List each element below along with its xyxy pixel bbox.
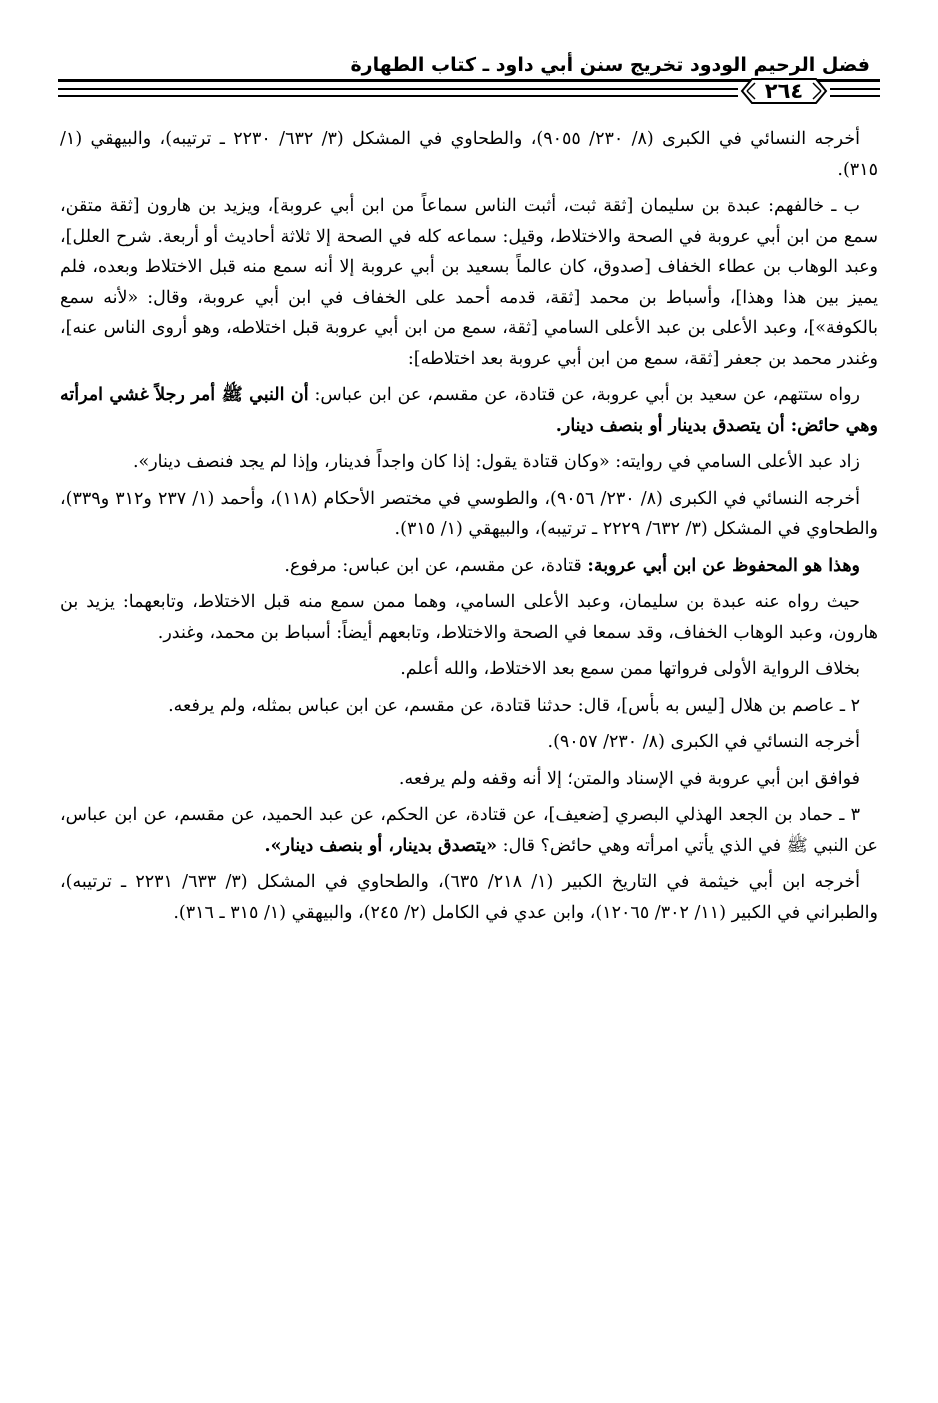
paragraph-8: بخلاف الرواية الأولى فرواتها ممن سمع بعد الاختلاط، والله أعلم. [400, 659, 860, 679]
paragraph-3 [60, 380, 878, 441]
hadith-text-2: «يتصدق بدينار، أو بنصف دينار». [264, 835, 498, 856]
paragraph-13: أخرجه ابن أبي خيثمة في التاريخ الكبير (١/ ٢١٨/ ٦٣٥)، والطحاوي في المشكل (٣/ ٦٣٣/ ٢٢٣١ ـ ترتيبه)، والطبراني في الكبير (١١/ ٣٠٢/ ١٢٠٦٥)، وابن عدي في الكامل (٢/ ٢٤٥)، والبيهقي (١/ ٣١٥ ـ ٣١٦). [60, 872, 878, 923]
header-rule-double-upper [58, 88, 738, 90]
paragraph-2: ب ـ خالفهم: عبدة بن سليمان [ثقة ثبت، أثبت الناس سماعاً من ابن أبي عروبة]، ويزيد بن هارون [ثقة متقن، سمع من ابن أبي عروبة في الصحة والاختلاط، وقيل: سماعه كله في الصحة إلا ثلاثة أحاديث أو أربعة. شرح العلل]، وعبد الوهاب بن عطاء الخفاف [صدوق، كان عالماً بسعيد بن أبي عروبة إلا أنه سمع منه قبل الاختلاط وبعده، فلم يميز بين هذا وهذا]، وأسباط بن محمد [ثقة، قدمه أحمد على الخفاف في ابن أبي عروبة، وقال: «لأنه سمع بالكوفة»]، وعبد الأعلى بن عبد الأعلى السامي [ثقة، سمع من ابن أبي عروبة قبل اختلاطه، وهو أروى الناس عنه]، وغندر محمد بن جعفر [ثقة، سمع من ابن أبي عروبة بعد اختلاطه]: [60, 196, 879, 369]
page-number: ٢٦٤ [764, 79, 804, 103]
paragraph-12-text: ٣ ـ حماد بن الجعد الهذلي البصري [ضعيف]، عن قتادة، عن الحكم، عن عبد الحميد، عن مقسم، عن ابن عباس، عن النبي ﷺ في الذي يأتي امرأته وهي حائض؟ قال: [60, 805, 878, 856]
paragraph-6 [60, 551, 878, 582]
page-number-frame [738, 74, 830, 108]
paragraph-10: أخرجه النسائي في الكبرى (٨/ ٢٣٠/ ٩٠٥٧). [547, 732, 860, 752]
hadith-text: أن النبي ﷺ أمر رجلاً غشي امرأته وهي حائض: أن يتصدق بدينار أو بنصف دينار. [60, 385, 878, 436]
header-rule-right-lower [830, 95, 880, 97]
body-text [60, 124, 878, 934]
conclusion-heading: وهذا هو المحفوظ عن ابن أبي عروبة: [587, 555, 860, 576]
paragraph-4: زاد عبد الأعلى السامي في روايته: «وكان قتادة يقول: إذا كان واجداً فدينار، وإذا لم يجد فنصف دينار». [132, 452, 860, 472]
paragraph-3-text: رواه ستتهم، عن سعيد بن أبي عروبة، عن قتادة، عن مقسم، عن ابن عباس: [314, 385, 860, 405]
running-title: فضل الرحيم الودود تخريج سنن أبي داود ـ كتاب الطهارة [350, 54, 870, 76]
paragraph-7: حيث رواه عنه عبدة بن سليمان، وعبد الأعلى السامي، وهما ممن سمع منه قبل الاختلاط، وتابعهما: يزيد بن هارون، وعبد الوهاب الخفاف، وقد سمعا في الصحة والاختلاط، وتابعهم أيضاً: أسباط بن محمد، وغندر. [60, 592, 878, 643]
paragraph-11: فوافق ابن أبي عروبة في الإسناد والمتن؛ إلا أنه وقفه ولم يرفعه. [398, 768, 860, 789]
paragraph-1: أخرجه النسائي في الكبرى (٨/ ٢٣٠/ ٩٠٥٥)، والطحاوي في المشكل (٣/ ٦٣٢/ ٢٢٣٠ ـ ترتيبه)، والبيهقي (١/ ٣١٥). [60, 129, 878, 180]
paragraph-9: ٢ ـ عاصم بن هلال [ليس به بأس]، قال: حدثنا قتادة، عن مقسم، عن ابن عباس بمثله، ولم يرفعه. [168, 695, 860, 716]
header-rule-right-upper [830, 88, 880, 90]
header-rule-double-lower [58, 95, 738, 97]
paragraph-5: أخرجه النسائي في الكبرى (٨/ ٢٣٠/ ٩٠٥٦)، والطوسي في مختصر الأحكام (١١٨)، وأحمد (١/ ٢٣٧ و٣١٢ و٣٣٩)، والطحاوي في المشكل (٣/ ٦٣٢/ ٢٢٢٩ ـ ترتيبه)، والبيهقي (١/ ٣١٥). [60, 488, 878, 539]
paragraph-12 [60, 800, 878, 861]
conclusion-text: قتادة، عن مقسم، عن ابن عباس: مرفوع. [284, 555, 582, 576]
